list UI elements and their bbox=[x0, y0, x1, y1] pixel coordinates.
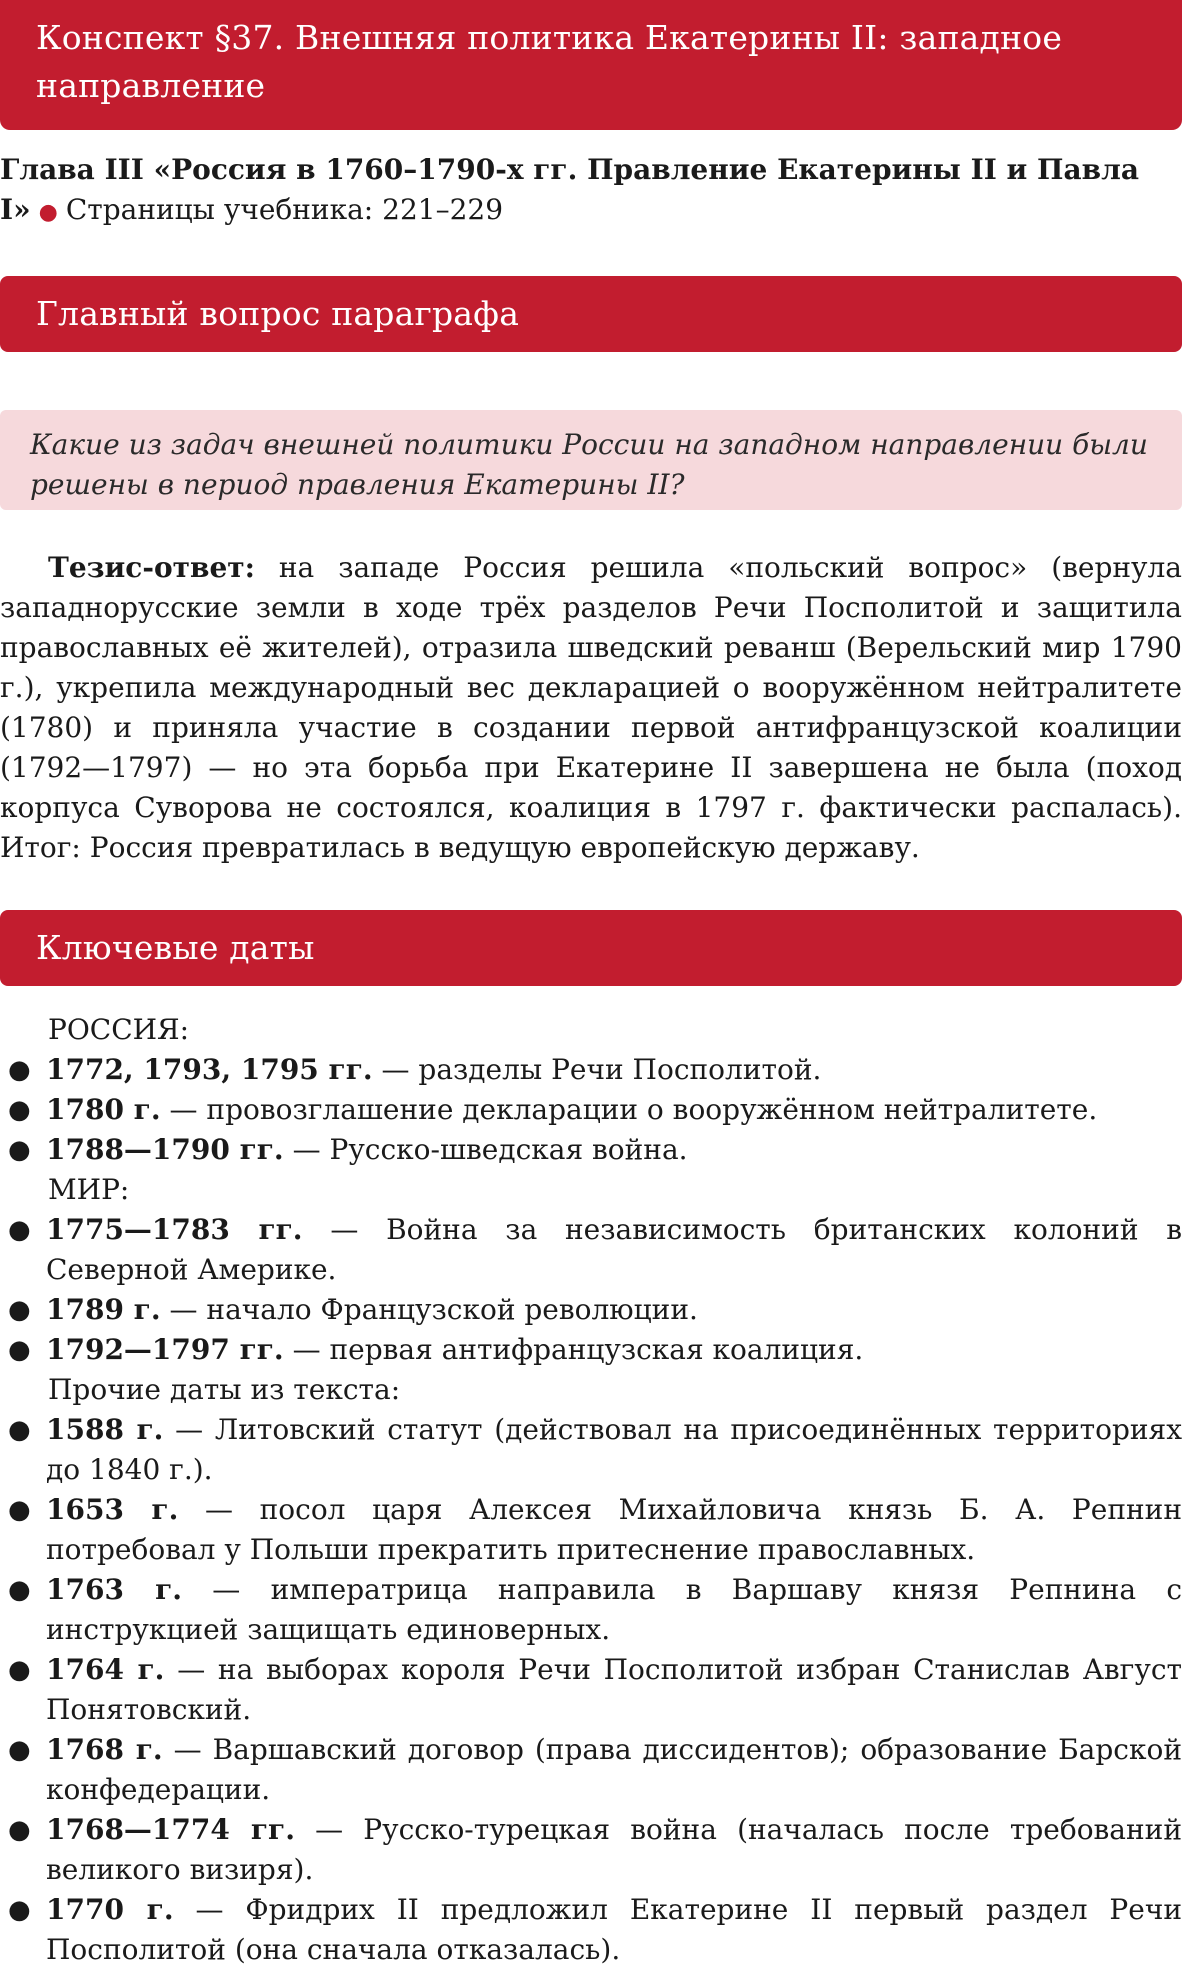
thesis-label: Тезис-ответ: bbox=[48, 551, 255, 584]
event: — Варшавский договор (права диссидентов); образование Барской конфедерации. bbox=[46, 1733, 1182, 1806]
bullet-icon: ● bbox=[8, 1215, 31, 1245]
bullet-dot-icon: ● bbox=[38, 200, 58, 225]
page-title: Конспект §37. Внешняя политика Екатерины II: западное направление bbox=[36, 18, 1063, 105]
list-item bbox=[0, 1130, 1182, 1170]
date: 1780 г. bbox=[46, 1093, 161, 1126]
event: — Литовский статут (действовал на присоединённых территориях до 1840 г.). bbox=[46, 1413, 1182, 1486]
event: — Русско-турецкая война (началась после требований великого визиря). bbox=[46, 1813, 1182, 1886]
bullet-icon: ● bbox=[8, 1655, 31, 1685]
date: 1789 г. bbox=[46, 1293, 161, 1326]
event: — начало Французской революции. bbox=[169, 1293, 698, 1326]
bullet-icon: ● bbox=[8, 1735, 31, 1765]
russia-dates bbox=[0, 1050, 1182, 1170]
main-question-box bbox=[0, 410, 1182, 510]
question-heading: Главный вопрос параграфа bbox=[36, 294, 520, 333]
bullet-icon: ● bbox=[8, 1135, 31, 1165]
event: — Война за независимость британских колоний в Северной Америке. bbox=[46, 1213, 1182, 1286]
thesis-text: на западе Россия решила «польский вопрос» (вернула западнорусские земли в ходе трёх разделов Речи Посполитой и защитила православных её жителей), отразила шведский реванш (Верельский мир 1790 г.), укрепила международный вес декларацией о вооружённом нейтралитете (1780) и приняла участие в создании первой антифранцузской коалиции (1792—1797) — но эта борьба при Екатерине II завершена не была (поход корпуса Суворова не состоялся, коалиция в 1797 г. фактически распалась). Итог: Россия превратилась в ведущую европейскую державу. bbox=[0, 551, 1182, 864]
group-label-russia: РОССИЯ: bbox=[48, 1013, 190, 1046]
date: 1764 г. bbox=[46, 1653, 165, 1686]
other-dates bbox=[0, 1410, 1182, 1970]
date: 1768—1774 гг. bbox=[46, 1813, 295, 1846]
chapter-info bbox=[0, 150, 1182, 233]
date: 1588 г. bbox=[46, 1413, 164, 1446]
list-item bbox=[0, 1490, 1182, 1570]
bullet-icon: ● bbox=[8, 1055, 31, 1085]
event: — разделы Речи Посполитой. bbox=[381, 1053, 822, 1086]
date: 1653 г. bbox=[46, 1493, 179, 1526]
event: — посол царя Алексея Михайловича князь Б. А. Репнин потребовал у Польши прекратить притеснение православных. bbox=[46, 1493, 1182, 1566]
date: 1770 г. bbox=[46, 1893, 174, 1926]
date: 1788—1790 гг. bbox=[46, 1133, 284, 1166]
group-label-world: МИР: bbox=[48, 1173, 130, 1206]
list-item bbox=[0, 1650, 1182, 1730]
event: — на выборах короля Речи Посполитой избран Станислав Август Понятовский. bbox=[46, 1653, 1182, 1726]
world-dates bbox=[0, 1210, 1182, 1370]
key-dates-list bbox=[0, 1010, 1182, 1970]
bullet-icon: ● bbox=[8, 1295, 31, 1325]
title-banner bbox=[0, 0, 1182, 130]
list-item bbox=[0, 1050, 1182, 1090]
question-heading-banner bbox=[0, 276, 1182, 352]
date: 1763 г. bbox=[46, 1573, 182, 1606]
event: — Русско-шведская война. bbox=[292, 1133, 688, 1166]
date: 1775—1783 гг. bbox=[46, 1213, 303, 1246]
event: — провозглашение декларации о вооружённом нейтралитете. bbox=[169, 1093, 1098, 1126]
event: — Фридрих II предложил Екатерине II первый раздел Речи Посполитой (она сначала отказалась). bbox=[46, 1893, 1182, 1966]
key-dates-heading: Ключевые даты bbox=[36, 928, 315, 967]
textbook-pages: Страницы учебника: 221–229 bbox=[65, 193, 504, 226]
date: 1772, 1793, 1795 гг. bbox=[46, 1053, 373, 1086]
list-item bbox=[0, 1730, 1182, 1810]
bullet-icon: ● bbox=[8, 1335, 31, 1365]
event: — императрица направила в Варшаву князя Репнина с инструкцией защищать единоверных. bbox=[46, 1573, 1182, 1646]
list-item bbox=[0, 1810, 1182, 1890]
thesis-answer bbox=[0, 548, 1182, 868]
chapter-name: Глава III «Россия в 1760–1790-х гг. Правление Екатерины II и Павла I» bbox=[0, 153, 1139, 226]
bullet-icon: ● bbox=[8, 1895, 31, 1925]
key-dates-banner bbox=[0, 910, 1182, 986]
event: — первая антифранцузская коалиция. bbox=[292, 1333, 864, 1366]
list-item bbox=[0, 1890, 1182, 1970]
date: 1792—1797 гг. bbox=[46, 1333, 284, 1366]
list-item bbox=[0, 1090, 1182, 1130]
bullet-icon: ● bbox=[8, 1575, 31, 1605]
list-item bbox=[0, 1330, 1182, 1370]
bullet-icon: ● bbox=[8, 1815, 31, 1845]
list-item bbox=[0, 1570, 1182, 1650]
bullet-icon: ● bbox=[8, 1415, 31, 1445]
list-item bbox=[0, 1290, 1182, 1330]
date: 1768 г. bbox=[46, 1733, 163, 1766]
list-item bbox=[0, 1210, 1182, 1290]
group-label-other: Прочие даты из текста: bbox=[48, 1373, 401, 1406]
list-item bbox=[0, 1410, 1182, 1490]
bullet-icon: ● bbox=[8, 1095, 31, 1125]
bullet-icon: ● bbox=[8, 1495, 31, 1525]
main-question: Какие из задач внешней политики России на западном направлении были решены в период правления Екатерины II? bbox=[30, 428, 1148, 501]
